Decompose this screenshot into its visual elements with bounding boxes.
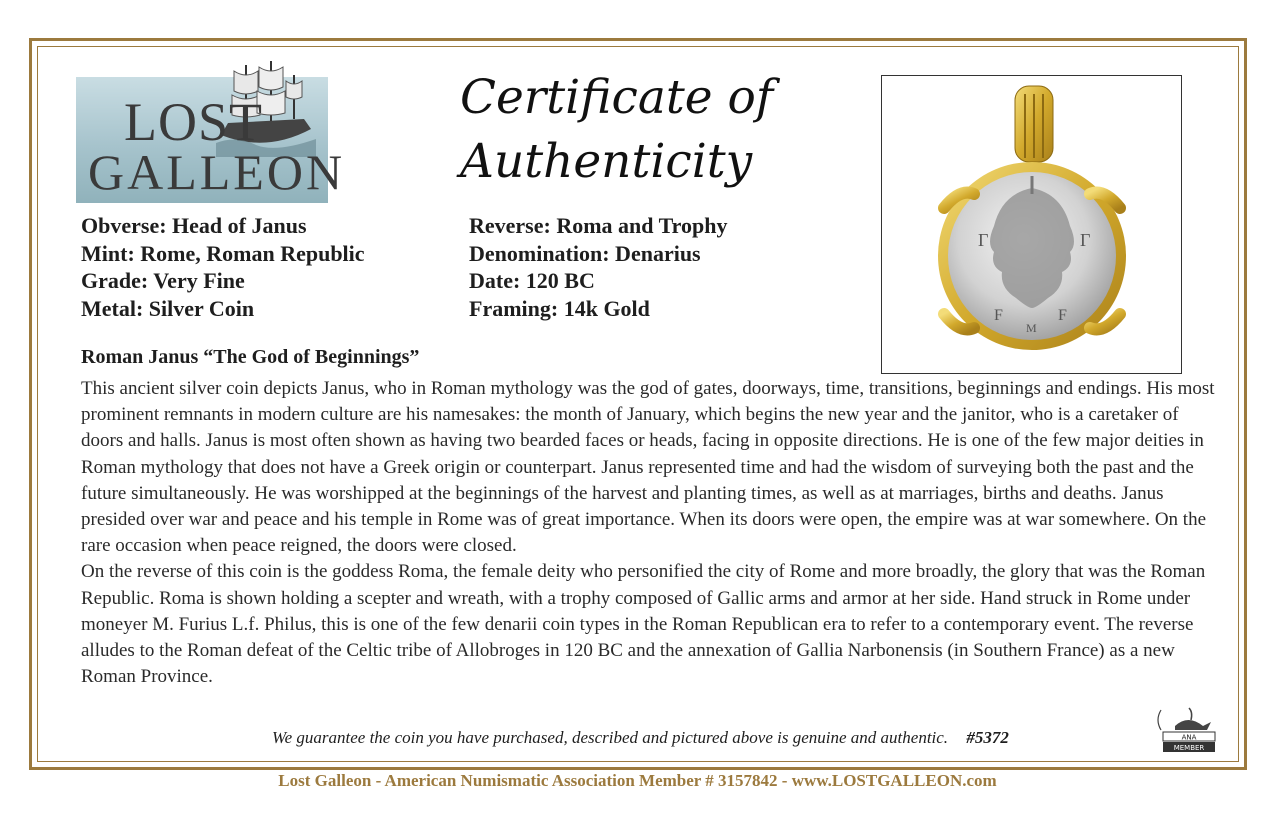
certificate-number: #5372 — [966, 728, 1009, 747]
coin-pendant-icon — [882, 76, 1181, 373]
footer-contact: Lost Galleon - American Numismatic Association Member # 3157842 - www.LOSTGALLEON.com — [278, 771, 997, 790]
spec-mint: Mint: Rome, Roman Republic — [81, 240, 365, 266]
ana-member-badge-icon — [1153, 706, 1223, 756]
title-line-2: Authenticity — [460, 134, 753, 189]
svg-text:Γ: Γ — [978, 230, 989, 250]
svg-text:M: M — [1026, 321, 1037, 335]
guarantee-statement — [272, 728, 1009, 748]
spec-reverse: Reverse: Roma and Trophy — [469, 213, 728, 238]
svg-text:Γ: Γ — [1080, 230, 1091, 250]
logo-text-lost: LOST — [124, 92, 263, 152]
lost-galleon-logo — [76, 77, 346, 203]
title-line-1: Certificate of — [460, 70, 774, 125]
description-body — [81, 376, 1221, 690]
svg-text:F: F — [994, 307, 1003, 324]
specs-left-column — [81, 212, 365, 322]
description-heading: Roman Janus “The God of Beginnings” — [81, 346, 420, 368]
coin-pendant-photo — [881, 75, 1182, 374]
spec-grade: Grade: Very Fine — [81, 268, 245, 293]
svg-text:F: F — [1058, 307, 1067, 324]
spec-metal: Metal: Silver Coin — [81, 295, 255, 321]
spec-obverse: Obverse: Head of Janus — [81, 213, 307, 238]
certificate-title — [460, 66, 790, 194]
spec-denomination: Denomination: Denarius — [469, 240, 701, 266]
description-paragraph-2: On the reverse of this coin is the goddess Roma, the female deity who personified the city of Rome and more broadly, the glory that was the Roman Republic. Roma is shown holding a scepter and wreath, with a trophy composed of Gallic arms and armor at her side. Hand struck in Rome under moneyer M. Furius L.f. Philus, this is one of the few denarii coin types in the Roman Republican era to refer to a contemporary event. The reverse alludes to the Roman defeat of the Celtic tribe of Allobroges in 120 BC and the annexation of Gallia Narbonensis (in Southern France) as a new Roman Province. — [81, 561, 1206, 688]
ana-badge-top-text: ANA — [1181, 733, 1197, 742]
description-paragraph-1: This ancient silver coin depicts Janus, who in Roman mythology was the god of gates, doorways, time, transitions, beginnings and endings. His most prominent remnants in modern culture are his namesakes: the month of January, which begins the new year and the janitor, who is a caretaker of doors and halls. Janus is most often shown as having two bearded faces or heads, facing in opposite directions. He is one of the few major deities in Roman mythology that does not have a Greek origin or counterpart. Janus represented time and had the wisdom of surveying both the past and the future simultaneously. He was worshipped at the beginnings of the harvest and planting times, as well as at marriages, births and deaths. Janus presided over war and peace and his temple in Rome was of great importance. When its doors were open, the empire was at war somewhere. On the rare occasion when peace reigned, the doors were closed. — [81, 378, 1215, 557]
guarantee-text: We guarantee the coin you have purchased, described and pictured above is genuine and authentic. — [272, 728, 949, 747]
specs-right-column — [469, 212, 728, 322]
spec-framing: Framing: 14k Gold — [469, 295, 650, 321]
spec-date: Date: 120 BC — [469, 268, 595, 293]
ana-badge-bottom-text: MEMBER — [1173, 744, 1205, 752]
logo-text-galleon: GALLEON — [88, 144, 346, 200]
